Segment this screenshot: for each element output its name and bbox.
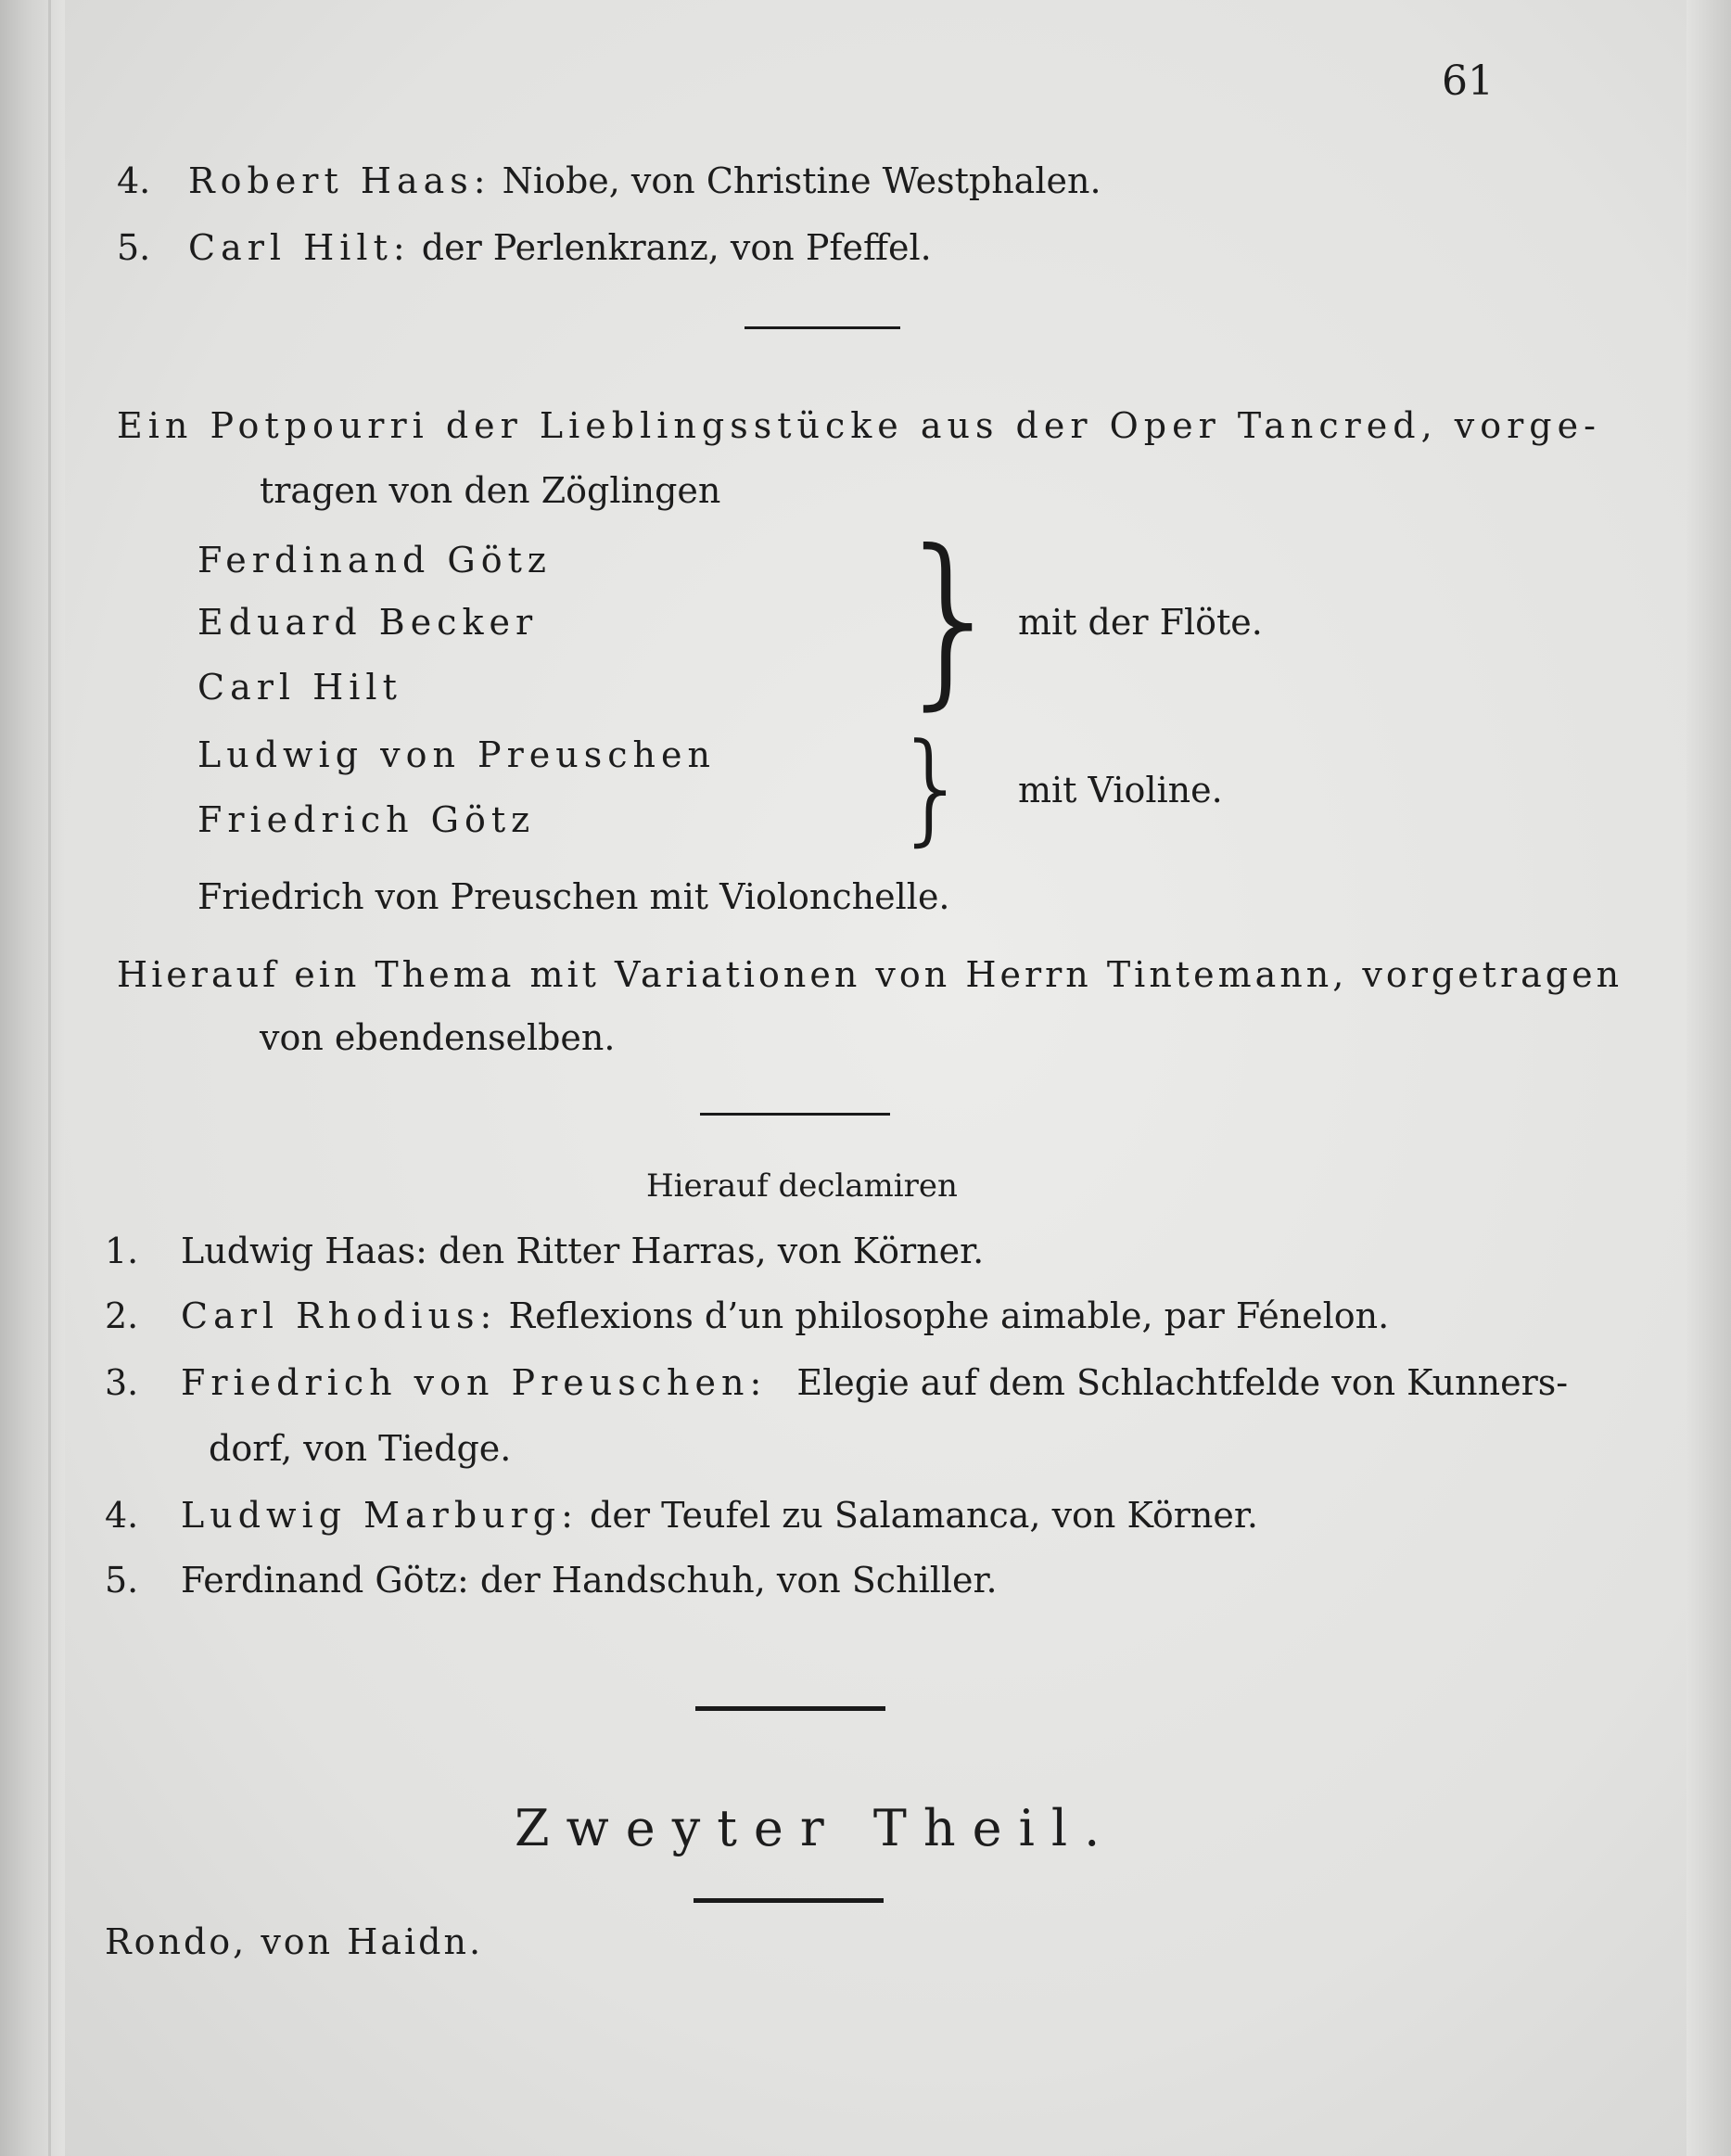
list-number: 4. (105, 1495, 139, 1536)
section-divider (694, 1898, 884, 1903)
potpourri-heading: Ein Potpourri der Lieblingsstücke aus der Oper Tancred, vorge- (117, 405, 1601, 446)
list-number: 5. (105, 1560, 139, 1601)
list-number: 2. (105, 1295, 139, 1336)
violin-label: mit Violine. (1018, 770, 1223, 810)
piece-text: den Ritter Harras, von Körner. (438, 1231, 985, 1271)
violin-performer: Friedrich Götz (197, 799, 536, 840)
list-number: 4. (117, 160, 151, 201)
page-number: 61 (1442, 57, 1494, 105)
performer-name: Carl Hilt: (188, 227, 411, 268)
declamations-heading: Hierauf declamiren (646, 1167, 958, 1205)
flute-performer: Carl Hilt (197, 667, 402, 708)
potpourri-heading-cont: tragen von den Zöglingen (260, 470, 721, 511)
piece-text: der Perlenkranz, von Pfeffel. (421, 227, 932, 268)
piece-text: der Handschuh, von Schiller. (479, 1560, 998, 1601)
list-item-2 (188, 227, 932, 268)
declamation-item-4 (181, 1495, 1258, 1536)
section-divider (700, 1113, 890, 1116)
thema-line: Hierauf ein Thema mit Variationen von Herrn Tintemann, vorgetragen (117, 954, 1623, 995)
performer-name: Ludwig Haas: (181, 1231, 427, 1271)
brace-violin: } (894, 717, 971, 858)
performer-name: Ludwig Marburg: (181, 1495, 579, 1536)
performer-name: Friedrich von Preuschen: (181, 1362, 768, 1403)
declamation-item-2 (181, 1295, 1390, 1336)
performer-name: Robert Haas: (188, 160, 491, 201)
violin-performer: Ludwig von Preuschen (197, 734, 716, 775)
section-divider (745, 326, 900, 329)
list-number: 3. (105, 1362, 139, 1403)
page-edge-shadow (1686, 0, 1731, 2156)
piece-text: Niobe, von Christine Westphalen. (502, 160, 1101, 201)
flute-performer: Ferdinand Götz (197, 540, 552, 580)
rondo-line: Rondo, von Haidn. (105, 1921, 484, 1962)
list-number: 1. (105, 1231, 139, 1271)
part-title: Zweyter Theil. (515, 1799, 1117, 1857)
flute-performer: Eduard Becker (197, 602, 539, 643)
list-item-1 (188, 160, 1101, 201)
page-gutter-shadow (0, 0, 65, 2156)
brace-flute: } (892, 511, 1011, 727)
declamation-item-5 (181, 1560, 998, 1601)
piece-text: Reflexions d’un philosophe aimable, par Fénelon. (508, 1295, 1390, 1336)
declamation-item-3 (181, 1362, 1569, 1403)
piece-text: der Teufel zu Salamanca, von Körner. (590, 1495, 1258, 1536)
binding-line (48, 0, 51, 2156)
section-divider (695, 1706, 885, 1711)
declamation-item-3-cont: dorf, von Tiedge. (209, 1428, 512, 1469)
performer-name: Carl Rhodius: (181, 1295, 498, 1336)
piece-text: Elegie auf dem Schlachtfelde von Kunners- (796, 1362, 1569, 1403)
thema-line-cont: von ebendenselben. (260, 1017, 616, 1058)
cello-line: Friedrich von Preuschen mit Violonchelle. (197, 876, 950, 917)
list-number: 5. (117, 227, 151, 268)
declamation-item-1 (181, 1233, 984, 1269)
flute-label: mit der Flöte. (1018, 602, 1263, 643)
performer-name: Ferdinand Götz: (181, 1560, 469, 1601)
